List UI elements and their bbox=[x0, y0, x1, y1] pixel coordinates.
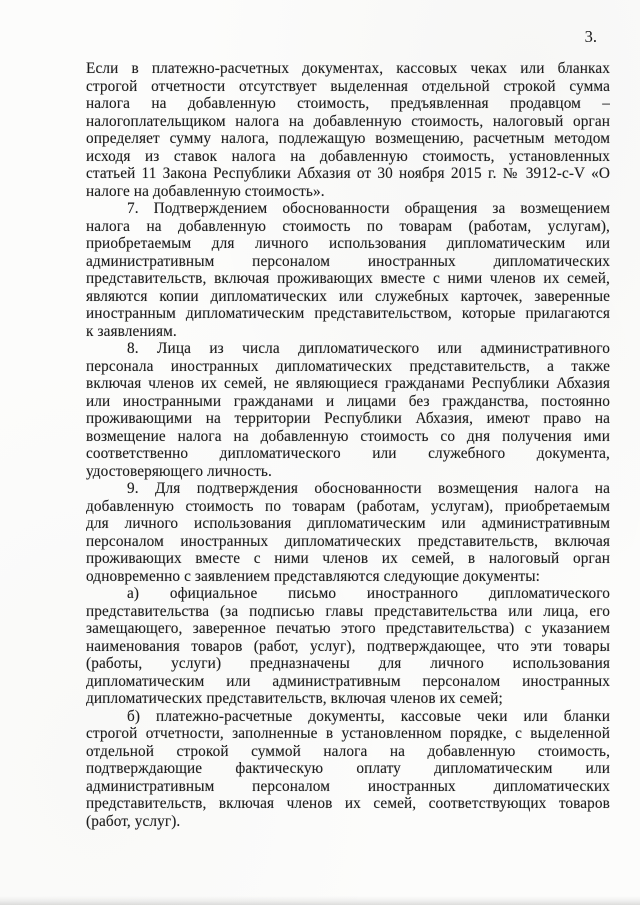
text-line: (работ, услуг). bbox=[86, 812, 181, 830]
document-text bbox=[86, 60, 610, 830]
text-line: проживающих вместе с ними членов их семей, в налоговый орган bbox=[86, 550, 610, 567]
text-line: статьей 11 Закона Республики Абхазия от 30 ноября 2015 г. № 3912-с-V «О bbox=[86, 165, 610, 182]
paragraph-item-8 bbox=[86, 340, 610, 480]
text-line: или иностранными гражданами и лицами без гражданства, постоянно bbox=[86, 392, 610, 410]
text-line: строгой отчетности, заполненные в установленном порядке, с выделенной bbox=[86, 725, 610, 742]
text-line: б) платежно-расчетные документы, кассовые чеки или бланки bbox=[127, 707, 610, 725]
text-line: удостоверяющего личность. bbox=[86, 462, 272, 480]
text-line: строгой отчетности отсутствует выделенная отдельной строкой сумма bbox=[86, 77, 610, 95]
text-line: налога на добавленную стоимость по товарам (работам, услугам), bbox=[86, 217, 610, 235]
text-line: подтверждающие фактическую оплату дипломатическим или bbox=[86, 760, 610, 777]
text-line: Если в платежно-расчетных документах, кассовых чеках или бланках bbox=[86, 60, 610, 77]
text-line: исходя из ставок налога на добавленную стоимость, установленных bbox=[86, 147, 610, 165]
text-line: включая членов их семей, не являющиеся гражданами Республики Абхазия bbox=[86, 375, 610, 392]
paragraph-subitem-a bbox=[86, 585, 610, 708]
paragraphs bbox=[86, 60, 610, 830]
text-line: дипломатических представительств, включая членов их семей; bbox=[86, 690, 503, 707]
text-line: возмещение налога на добавленную стоимость со дня получения ими bbox=[86, 427, 610, 445]
text-line: персонала иностранных дипломатических представительств, а также bbox=[86, 357, 610, 375]
text-line: представительства (за подписью главы представительства или лица, его bbox=[86, 602, 610, 620]
text-line: соответственно дипломатического или служебного документа, bbox=[86, 445, 610, 462]
text-line: административным персоналом иностранных дипломатических bbox=[86, 777, 610, 795]
text-line: одновременно с заявлением представляются следующие документы: bbox=[86, 567, 540, 585]
text-line: 7. Подтверждением обоснованности обращения за возмещением bbox=[127, 200, 610, 217]
paragraph-subitem-b bbox=[86, 708, 610, 831]
text-line: налога на добавленную стоимость, предъявленная продавцом – bbox=[86, 95, 610, 112]
text-line: определяет сумму налога, подлежащую возмещению, расчетным методом bbox=[86, 130, 610, 147]
text-line: наименования товаров (работ, услуг), подтверждающее, что эти товары bbox=[86, 637, 610, 655]
text-line: добавленную стоимость по товарам (работам, услугам), приобретаемым bbox=[86, 497, 610, 515]
text-line: (работы, услуги) предназначены для личного использования bbox=[86, 655, 610, 672]
paragraph-intro-continuation bbox=[86, 60, 610, 200]
text-line: административным персоналом иностранных дипломатических bbox=[86, 252, 610, 270]
text-line: проживающими на территории Республики Абхазия, имеют право на bbox=[86, 410, 610, 427]
page-number: 3. bbox=[584, 27, 597, 46]
text-line: являются копии дипломатических или служебных карточек, заверенные bbox=[86, 287, 610, 305]
paragraph-item-7 bbox=[86, 200, 610, 340]
text-line: дипломатическим или административным персоналом иностранных bbox=[86, 672, 610, 690]
text-line: к заявлениям. bbox=[86, 322, 177, 340]
text-line: отдельной строкой суммой налога на добавленную стоимость, bbox=[86, 742, 610, 760]
text-line: персоналом иностранных дипломатических представительств, включая bbox=[86, 532, 610, 550]
text-line: представительств, включая членов их семей, соответствующих товаров bbox=[86, 795, 610, 812]
text-line: представительств, включая проживающих вместе с ними членов их семей, bbox=[86, 270, 610, 287]
text-line: налоге на добавленную стоимость». bbox=[86, 182, 325, 200]
text-line: замещающего, заверенное печатью этого представительства) с указанием bbox=[86, 620, 610, 637]
paragraph-item-9 bbox=[86, 480, 610, 585]
text-line: для личного использования дипломатическим или административным bbox=[86, 515, 610, 532]
text-line: 9. Для подтверждения обоснованности возмещения налога на bbox=[127, 480, 610, 497]
text-line: 8. Лица из числа дипломатического или административного bbox=[127, 340, 610, 357]
text-line: приобретаемым для личного использования дипломатическим или bbox=[86, 235, 610, 252]
text-line: а) официальное письмо иностранного дипломатического bbox=[127, 585, 610, 602]
scan-edge-shadow bbox=[0, 896, 640, 905]
text-line: иностранным дипломатическим представительством, которые прилагаются bbox=[86, 305, 610, 322]
text-line: налогоплательщиком налога на добавленную стоимость, налоговый орган bbox=[86, 112, 610, 130]
